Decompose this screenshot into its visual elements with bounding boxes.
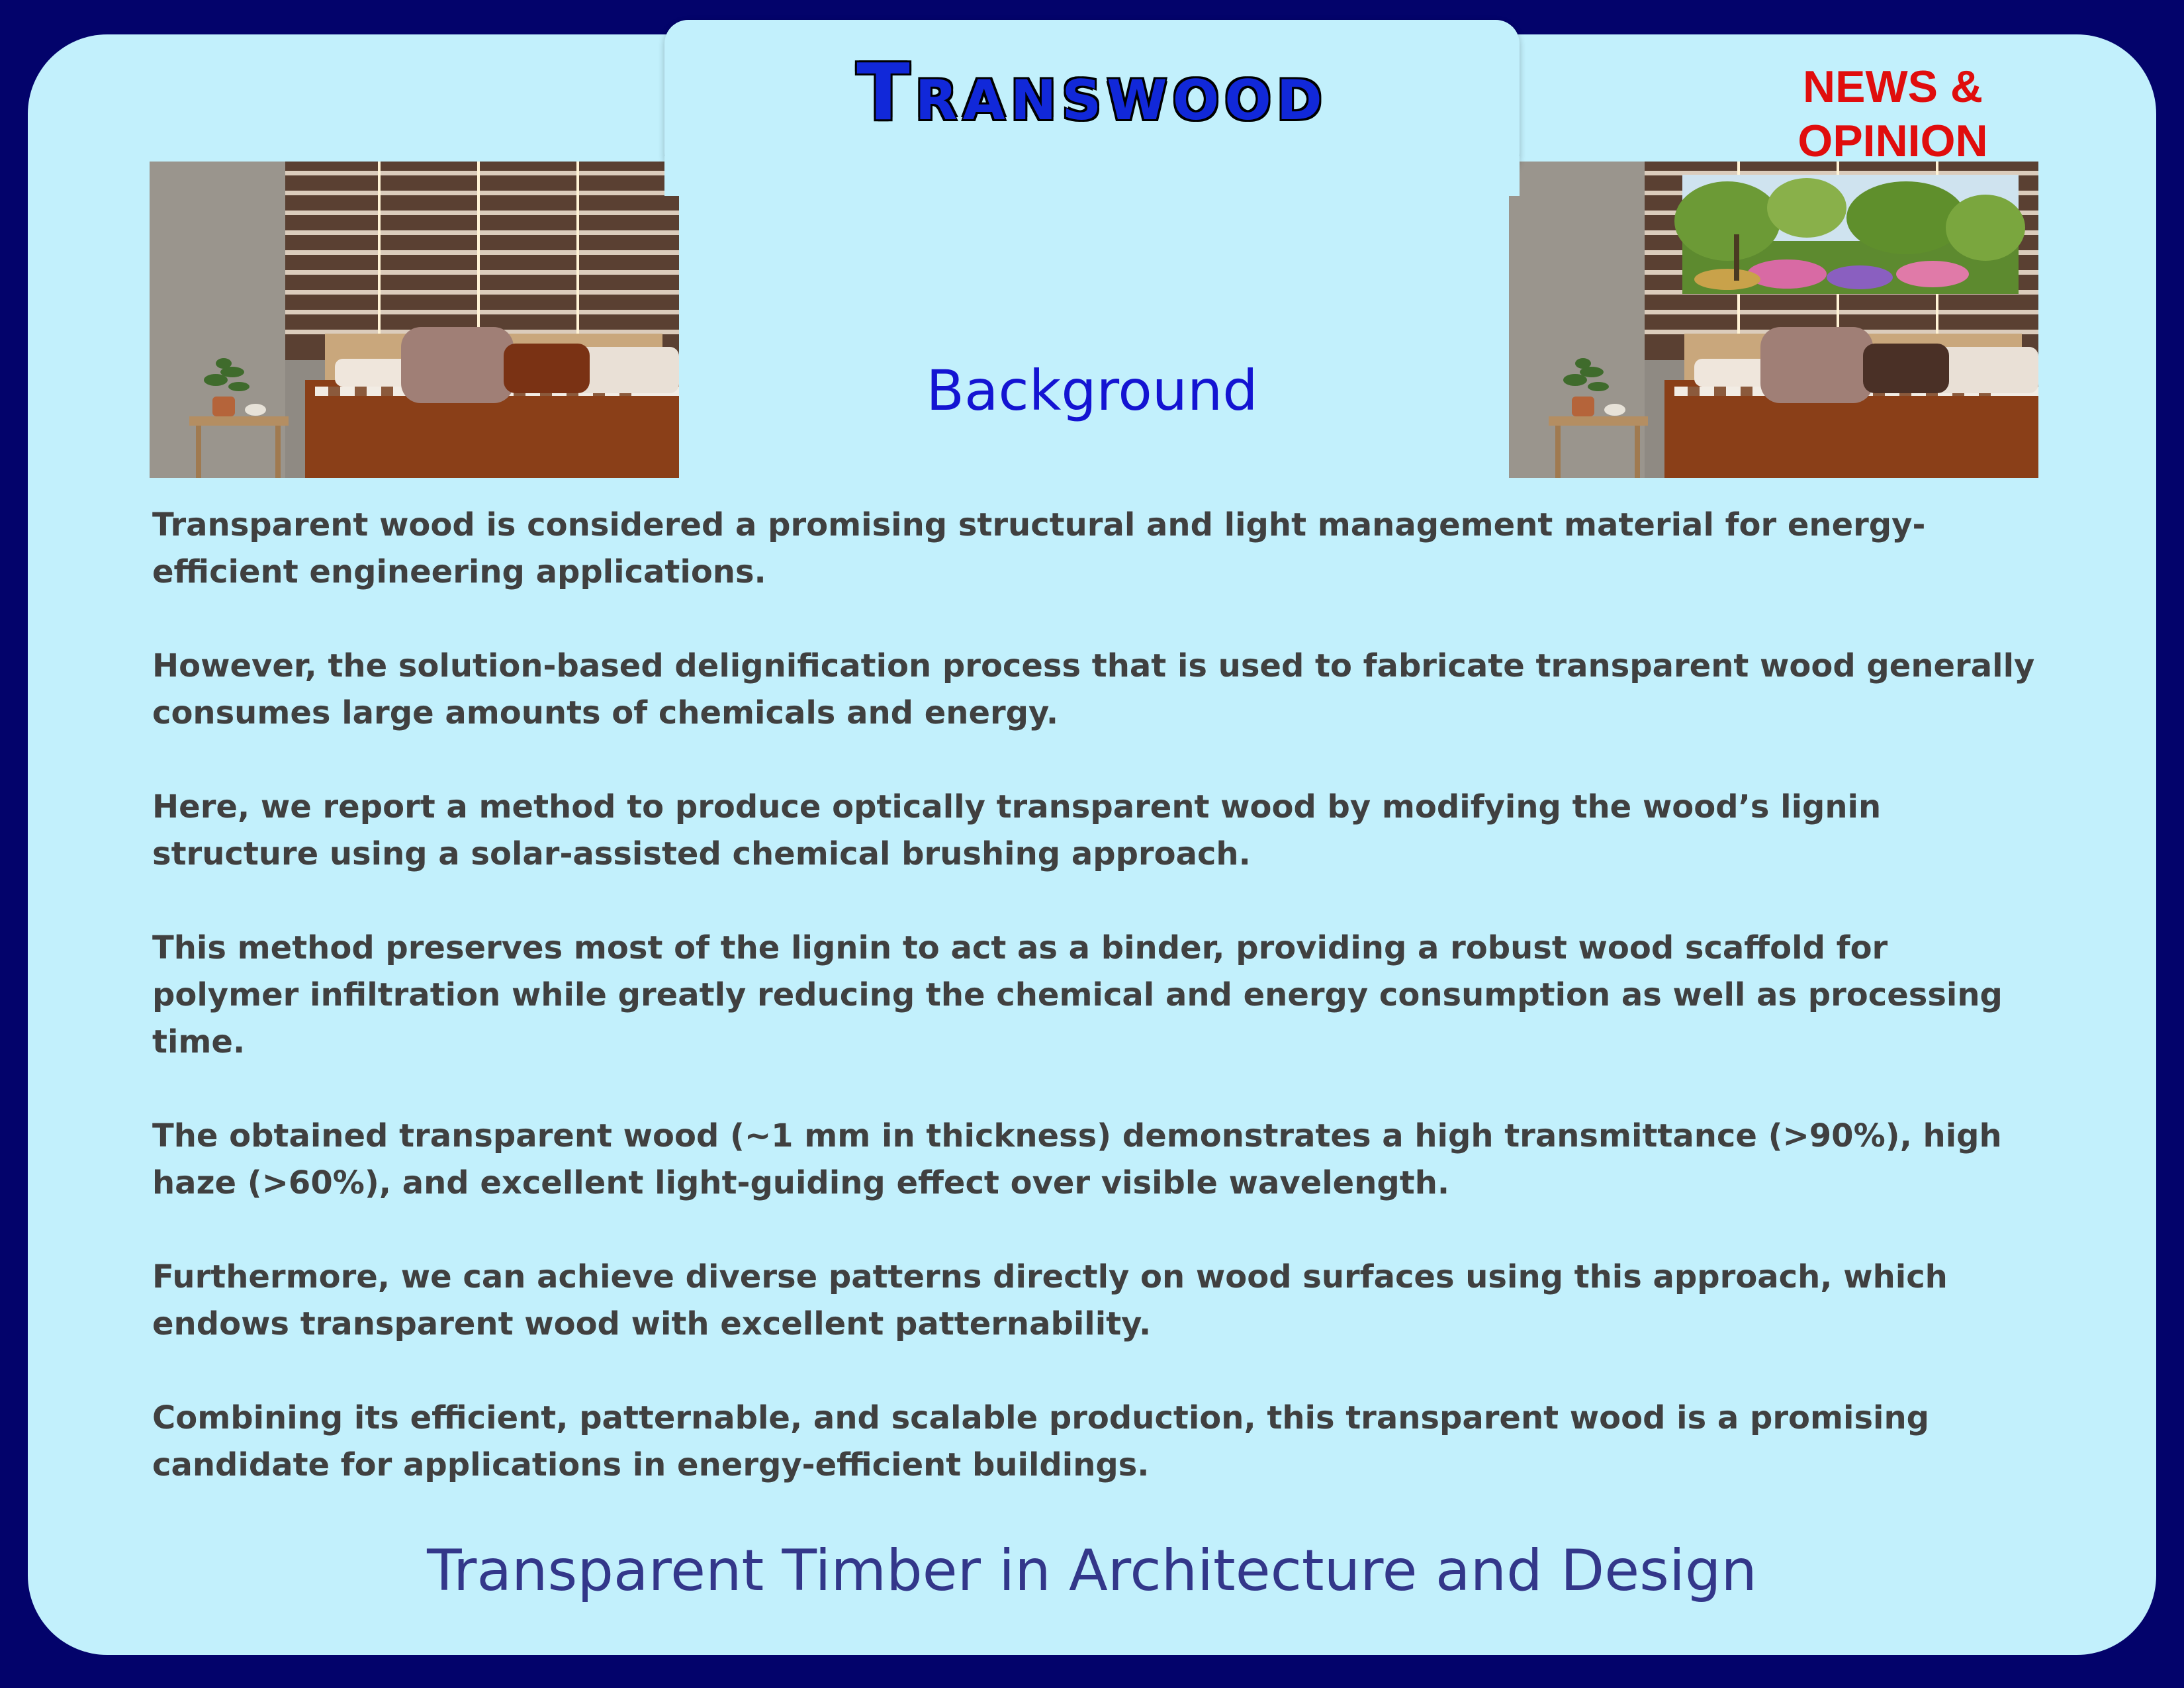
paragraph: Here, we report a method to produce optically transparent wood by modifying the wood’s lignin structure using a solar-assisted chemical brushing approach. bbox=[152, 788, 1882, 872]
paragraph: Transparent wood is considered a promising structural and light management material for energy-efficient engineering applications. bbox=[152, 506, 1926, 590]
paragraph: Combining its efficient, patternable, and scalable production, this transparent wood is a promising candidate for applications in energy-efficient buildings. bbox=[152, 1399, 1930, 1483]
section-heading: Background bbox=[926, 358, 1258, 423]
paragraph: Furthermore, we can achieve diverse patterns directly on wood surfaces using this approach, which endows transparent wood with excellent patternability. bbox=[152, 1258, 1948, 1342]
site-title: Transwood bbox=[856, 46, 1328, 138]
footer-title: Transparent Timber in Architecture and Design bbox=[427, 1538, 1757, 1604]
bedroom-photo-left bbox=[150, 162, 679, 478]
news-label-line2: OPINION bbox=[1797, 116, 1988, 166]
bedroom-photo-right bbox=[1509, 162, 2038, 478]
paragraph: However, the solution-based delignification process that is used to fabricate transparent wood generally consumes large amounts of chemicals and energy. bbox=[152, 647, 2035, 731]
paragraph: This method preserves most of the lignin to act as a binder, providing a robust wood scaffold for polymer infiltration while greatly reducing the chemical and energy consumption as well as processing time. bbox=[152, 929, 2003, 1060]
news-opinion-label bbox=[1760, 60, 2025, 168]
title-tab bbox=[664, 20, 1520, 176]
news-label-line1: NEWS & bbox=[1803, 62, 1983, 112]
landscape-art bbox=[1674, 175, 2025, 294]
body-text bbox=[152, 502, 2038, 1536]
paragraph: The obtained transparent wood (~1 mm in thickness) demonstrates a high transmittance (>90%), high haze (>60%), and excellent light-guiding effect over visible wavelength. bbox=[152, 1117, 2002, 1201]
